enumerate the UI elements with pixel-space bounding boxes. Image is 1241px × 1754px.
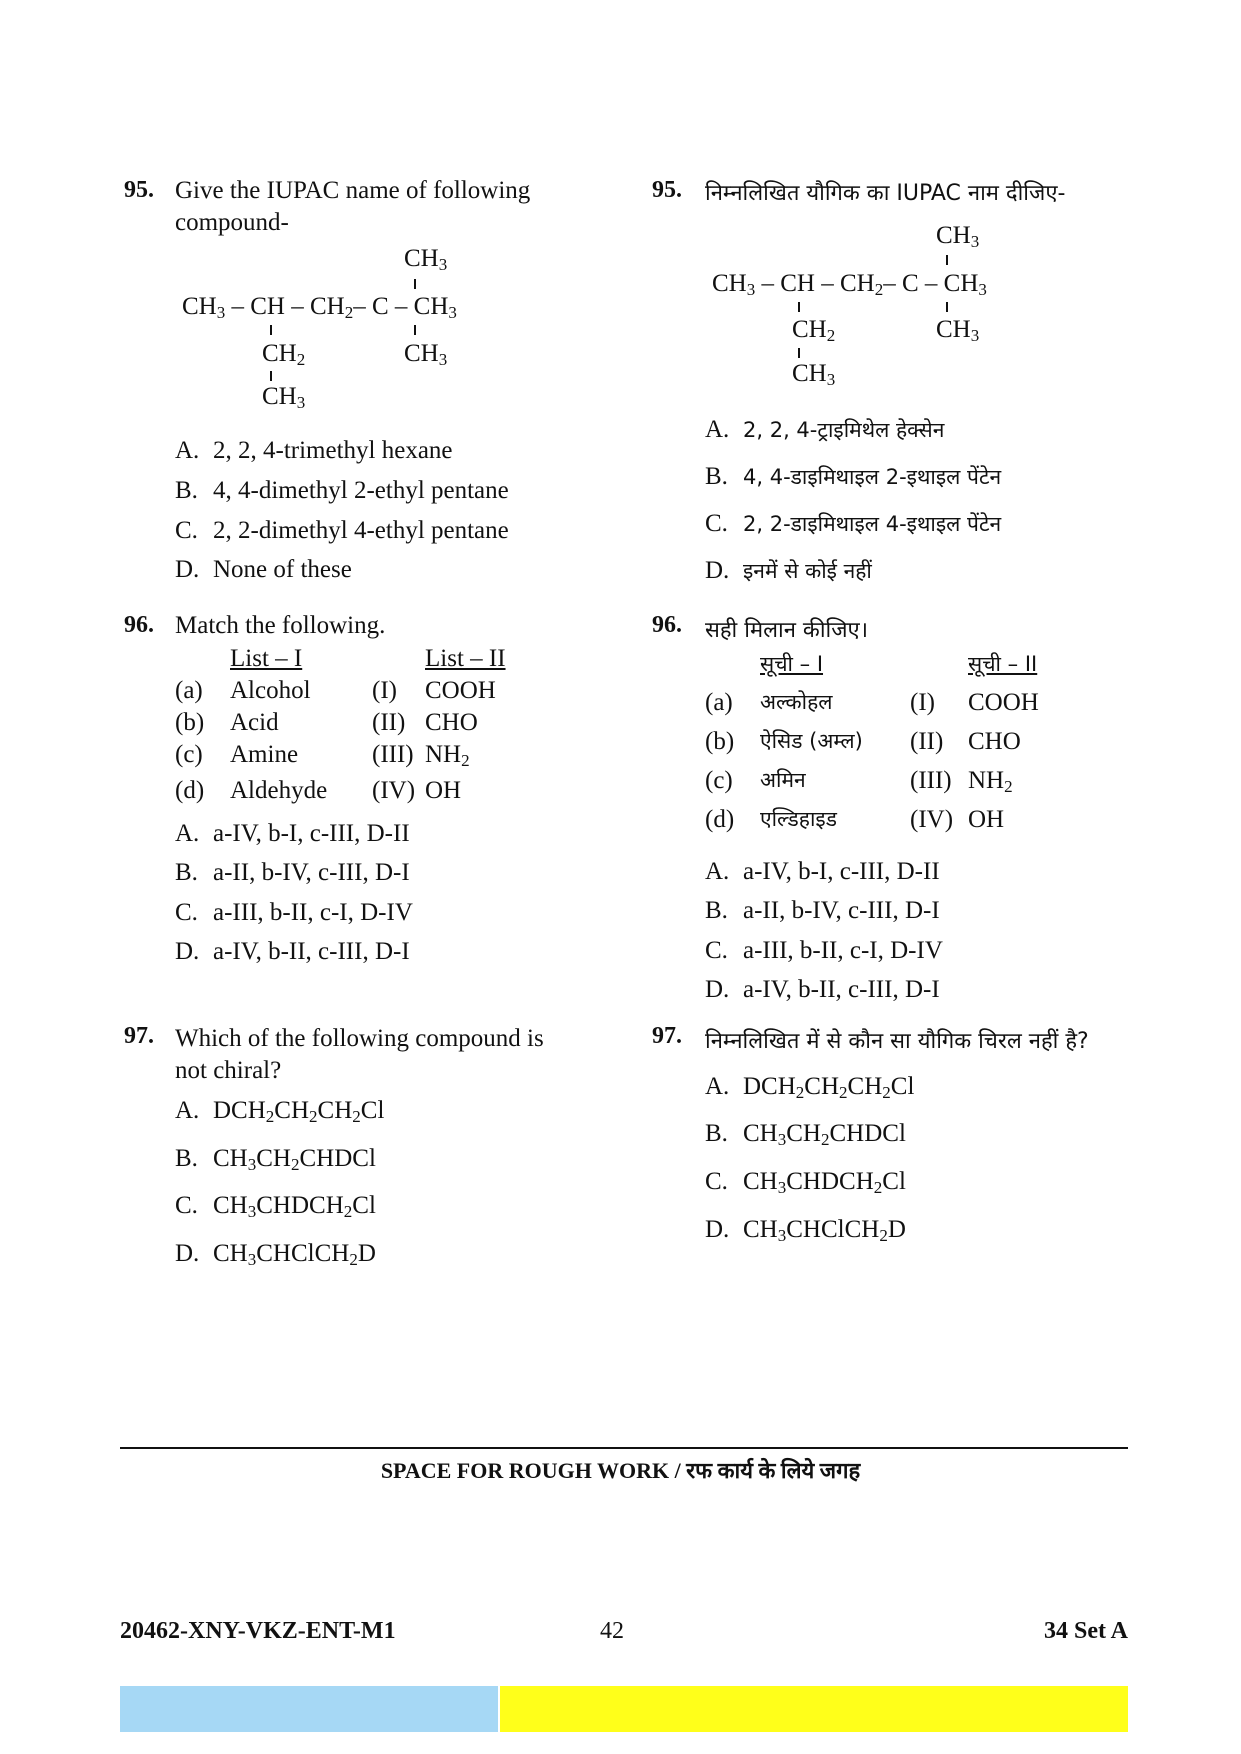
option: A. 2, 2, 4-trimethyl hexane	[175, 437, 453, 464]
question-number: 97.	[652, 1023, 682, 1049]
option: B. $CH_3CH_2CHDCl$	[175, 1145, 376, 1174]
option: A. 2, 2, 4-ट्राइमिथेल हेक्सेन	[705, 416, 945, 443]
option: D. a-IV, b-II, c-III, D-I	[705, 976, 940, 1003]
question-number: 97.	[124, 1023, 154, 1049]
paper-code: 20462-XNY-VKZ-ENT-M1	[120, 1618, 396, 1644]
question-text: निम्नलिखित यौगिक का IUPAC नाम दीजिए-	[705, 181, 1066, 206]
question-text: Match the following.	[175, 612, 386, 639]
option: D. None of these	[175, 556, 352, 583]
option: A. a-IV, b-I, c-III, D-II	[175, 820, 410, 847]
option: B. $CH_3CH_2CHDCl$	[705, 1120, 906, 1149]
question-text: Which of the following compound is	[175, 1025, 544, 1052]
option: B. a-II, b-IV, c-III, D-I	[705, 897, 940, 924]
match-table: List – I List – II (a) Alcohol (I) COOH (b) Acid (II) CHO (c) Amine (III) $NH_2$ (d) Aldehyde (IV) OH	[175, 645, 506, 804]
question-text: Give the IUPAC name of following	[175, 177, 531, 204]
rough-work-label: SPACE FOR ROUGH WORK / रफ कार्य के लिये जगह	[380, 1458, 861, 1483]
question-number: 96.	[652, 612, 682, 638]
option: D. $CH_3CHClCH_2D$	[705, 1216, 906, 1245]
question-number: 95.	[124, 177, 154, 203]
question-number: 96.	[124, 612, 154, 638]
option: A. $DCH_2CH_2CH_2Cl$	[175, 1097, 385, 1126]
divider	[120, 1447, 1128, 1449]
question-text: निम्नलिखित में से कौन सा यौगिक चिरल नहीं है?	[705, 1029, 1089, 1054]
option: D. इनमें से कोई नहीं	[705, 557, 872, 584]
option: B. a-II, b-IV, c-III, D-I	[175, 859, 410, 886]
set-label: 34 Set A	[1044, 1618, 1128, 1644]
question-text: not chiral?	[175, 1057, 282, 1084]
option: A. $DCH_2CH_2CH_2Cl$	[705, 1073, 915, 1102]
question-text: सही मिलान कीजिए।	[705, 618, 869, 643]
match-table: सूची – I सूची – II (a) अल्कोहल (I) COOH (b) ऐसिड (अम्ल) (II) CHO (c) अमिन (III) $NH_2$ (d) एल्डिहाइड (IV) OH	[705, 652, 1039, 833]
page-number: 42	[600, 1618, 624, 1644]
option: C. 2, 2-डाइमिथाइल 4-इथाइल पेंटेन	[705, 510, 1002, 537]
question-text: compound-	[175, 209, 289, 236]
option: C. a-III, b-II, c-I, D-IV	[705, 937, 943, 964]
option: B. 4, 4-dimethyl 2-ethyl pentane	[175, 477, 509, 504]
option: C. $CH_3CHDCH_2Cl$	[705, 1168, 906, 1197]
option: B. 4, 4-डाइमिथाइल 2-इथाइल पेंटेन	[705, 463, 1002, 490]
chemical-structure: $CH_3$ $CH_3$ – CH – $CH_2-$ C – $CH_3$ $CH_2$ $CH_3$ $CH_3$	[712, 222, 987, 389]
option: D. a-IV, b-II, c-III, D-I	[175, 938, 410, 965]
chemical-structure: $CH_3$ $CH_3$ – CH – $CH_2-$ C – $CH_3$ $CH_2$ $CH_3$ $CH_3$	[182, 245, 457, 412]
footer-color-bar-blue	[120, 1686, 498, 1732]
question-number: 95.	[652, 177, 682, 203]
option: C. 2, 2-dimethyl 4-ethyl pentane	[175, 517, 509, 544]
footer-color-bar-yellow	[500, 1686, 1128, 1732]
option: C. a-III, b-II, c-I, D-IV	[175, 899, 413, 926]
option: D. $CH_3CHClCH_2D$	[175, 1240, 376, 1269]
option: C. $CH_3CHDCH_2Cl$	[175, 1192, 376, 1221]
option: A. a-IV, b-I, c-III, D-II	[705, 858, 940, 885]
